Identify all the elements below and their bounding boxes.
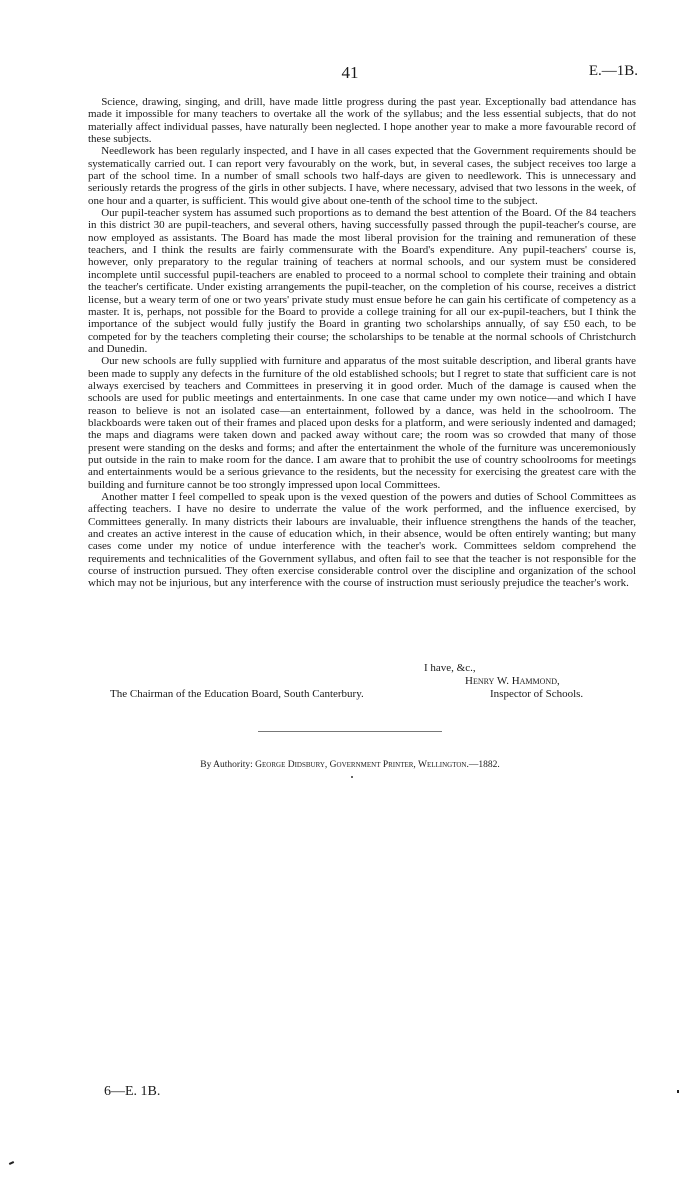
paragraph-furniture: Our new schools are fully supplied with furniture and apparatus of the most suitable description, and liberal grants have been made to supply any defects in the furniture of the old established schools; but I regret to state that sufficient care is not always exercised by teachers and Committees in preserving it in good order. Much of the damage is caused when the schools are used for public meetings and entertainments. In one case that came under my own notice—and which I have reason to believe is not an isolated case—an entertainment, followed by a dance, was held in the schoolroom. The blackboards were taken out of their frames and placed upon desks for a platform, and were seriously indented and damaged; the maps and diagrams were taken down and packed away without care; the room was so crowded that many of those present were standing on the desks and forms; and after the entertainment the whole of the furniture was unceremoniously put outside in the rain to make room for the dance. I am aware that to prohibit the use of country schoolrooms for meetings and entertainments would be a serious grievance to the residents, but the necessity for exercising the greatest care with the building and furniture cannot be too strongly impressed upon local Committees.: [88, 355, 636, 491]
signatory-title: Inspector of Schools.: [490, 688, 584, 700]
closing-i-have: I have, &c.,: [424, 662, 476, 674]
document-reference: E.—1B.: [588, 63, 638, 79]
paragraph-needlework: Needlework has been regularly inspected, and I have in all cases expected that the Government requirements should be systematically carried out. I can report very favourably on the work, but, in several cases, the subject receives too large a part of the school time. In a number of small schools two half-days are given to needlework. This is unnecessary and seriously retards the progress of the girls in other subjects. I have, where necessary, advised that two lessons in the week, of one hour and a quarter, is sufficient. This would give about one-tenth of the school time to the subject.: [88, 145, 636, 207]
imprint-prefix: By Authority:: [200, 760, 253, 770]
closing-block: [88, 662, 636, 701]
imprint-printer: George Didsbury, Government Printer, Wellington.—1882.: [255, 760, 500, 770]
addressee: The Chairman of the Education Board, South Canterbury.: [110, 688, 364, 700]
decorative-dot: [351, 776, 353, 778]
paragraph-committees: Another matter I feel compelled to speak upon is the vexed question of the powers and duties of School Committees as affecting teachers. I have no desire to underrate the value of the work performed, and the influence exercised, by Committees generally. In many districts their labours are invaluable, their influence strengthens the hands of the teacher, and creates an active interest in the cause of education which, in their absence, would be often entirely wanting; but many cases come under my notice of undue interference with the teacher's work. Committees seldom comprehend the requirements and technicalities of the Government syllabus, and often fail to see that the teacher is not responsible for the course of instruction pursued. They often exercise considerable control over the discipline and organization of the school which may not be injurious, but any interference with the course of instruction must seriously prejudice the teacher's work.: [88, 491, 636, 590]
scan-speck: [9, 1161, 14, 1165]
paragraph-pupil-teachers: Our pupil-teacher system has assumed such proportions as to demand the best attention of the Board. Of the 84 teachers in this district 30 are pupil-teachers, and several others, having successfully passed through the pupil-teacher's course, are now employed as assistants. The Board has made the most liberal provision for the training and remuneration of these teachers, and I think the results are fairly commensurate with the Board's expenditure. Any pupil-teachers' course is, however, only preparatory to the regular training of teachers at normal schools, and our system must be considered incomplete until successful pupil-teachers are enabled to proceed to a normal school to complete their training and obtain the teacher's certificate. Under existing arrangements the pupil-teacher, on the completion of his course, receives a district license, but a weary term of one or two years' private study must ensue before he can gain his certificate of competency as a master. It is, perhaps, not possible for the Board to provide a college training for all our ex-pupil-teachers, but I think the importance of the subject would fully justify the Board in granting two scholarships annually, of say £50 each, to be competed for by the teachers completing their course; the scholarships to be tenable at the normal schools of Christchurch and Dunedin.: [88, 207, 636, 355]
page-number: 41: [341, 63, 359, 82]
paragraph-science: Science, drawing, singing, and drill, have made little progress during the past year. Exceptionally bad attendance has made it impossible for many teachers to overtake all the work of the syllabus; and the less essential subjects, that do not materially affect individual passes, have naturally been neglected. I hope another year to make a more favourable record of these subjects.: [88, 96, 636, 146]
divider-rule: [258, 731, 442, 732]
printer-imprint: [0, 760, 700, 770]
signatory-name: Henry W. Hammond,: [465, 675, 560, 687]
scan-speck: [677, 1090, 679, 1093]
signature-mark: 6—E. 1B.: [104, 1084, 161, 1099]
report-body: [88, 96, 636, 590]
